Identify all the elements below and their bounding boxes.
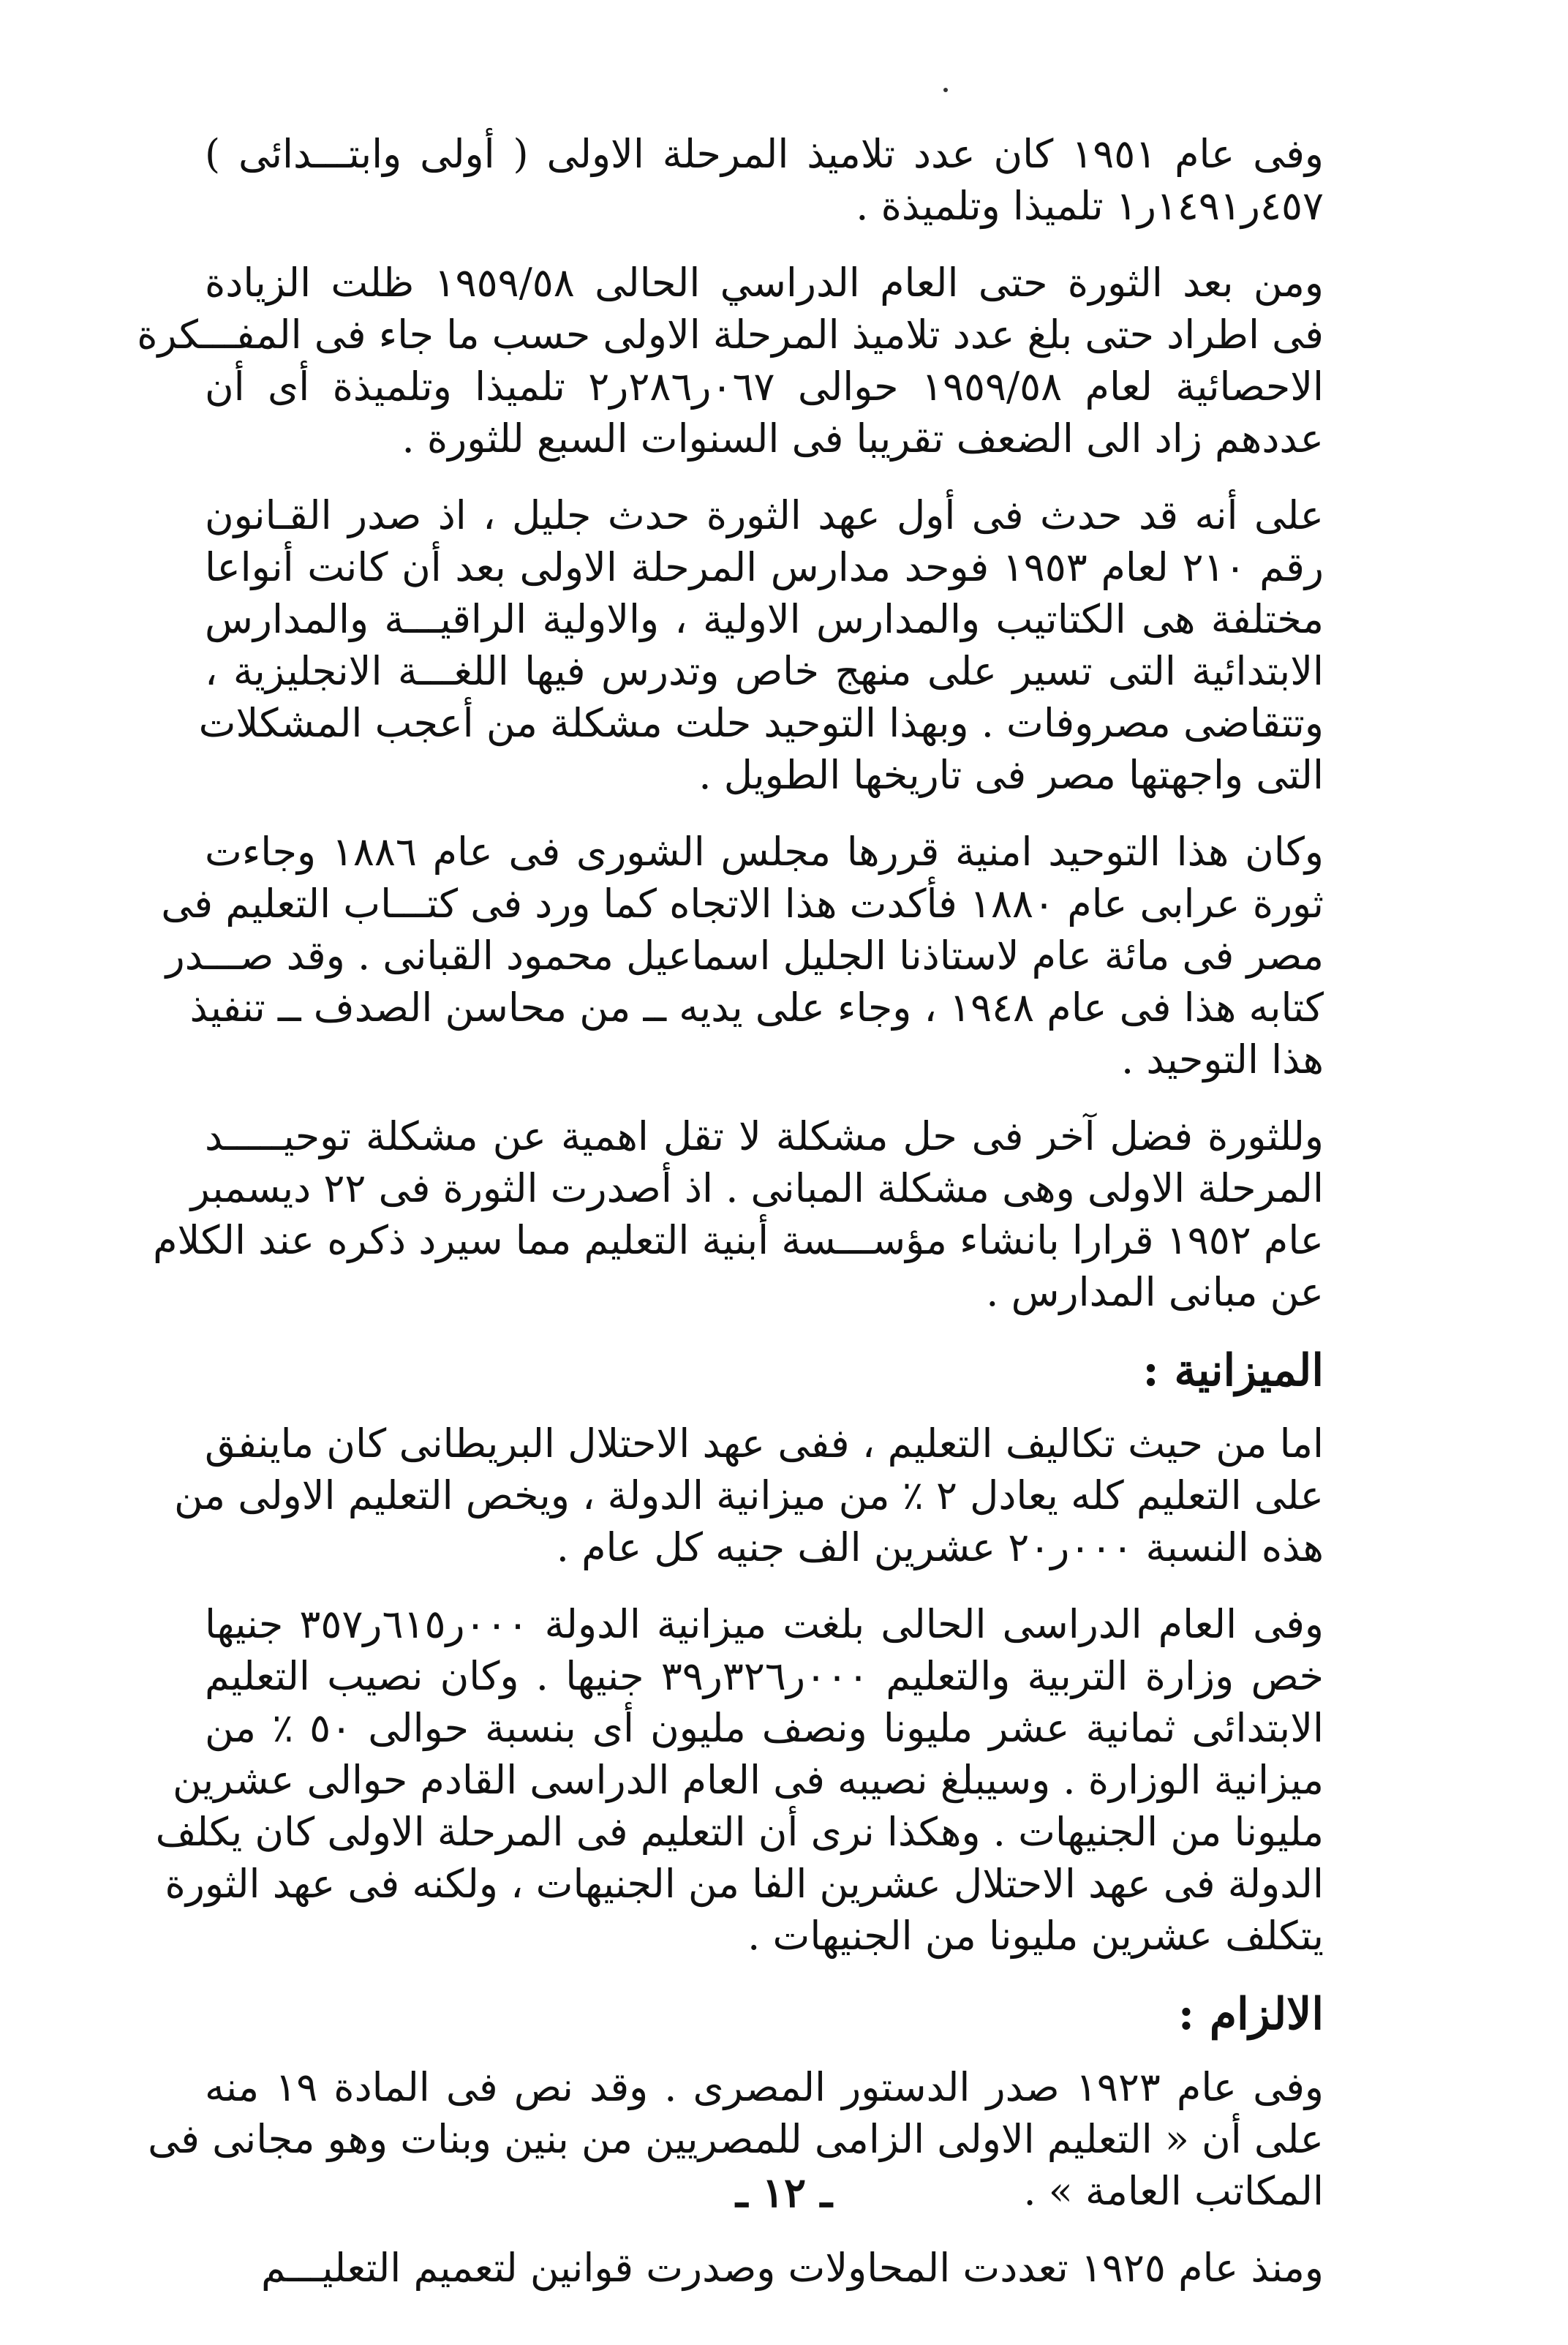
text-line: كتابه هذا فى عام ١٩٤٨ ، وجاء على يديه ــ من محاسن الصدف ــ تنفيذ xyxy=(189,985,1324,1031)
paragraph xyxy=(174,1418,1324,1573)
text-line: ثورة عرابى عام ١٨٨٠ فأكدت هذا الاتجاه كما ورد فى كتـــاب التعليم فى xyxy=(161,881,1324,927)
section-intro xyxy=(137,128,1324,1318)
text-line: هذا التوحيد . xyxy=(1121,1036,1324,1083)
text-line: عام ١٩٥٢ قرارا بانشاء مؤســـسة أبنية التعليم مما سيرد ذكره عند الكلام xyxy=(153,1217,1324,1263)
text-line: عن مبانى المدارس . xyxy=(986,1269,1324,1315)
paragraph xyxy=(198,489,1324,801)
text-line: المرحلة الاولى وهى مشكلة المبانى . اذ أصدرت الثورة فى ٢٢ ديسمبر xyxy=(190,1165,1324,1211)
text-line: وللثورة فضل آخر فى حل مشكلة لا تقل اهمية عن مشكلة توحيـــــد xyxy=(205,1113,1324,1159)
text-line: على أن « التعليم الاولى الزامى للمصريين من بنين وبنات وهو مجانى فى xyxy=(148,2116,1324,2162)
paragraph xyxy=(137,257,1324,464)
stray-ink-dot xyxy=(943,88,948,92)
paragraph xyxy=(153,1110,1324,1318)
text-line: على التعليم كله يعادل ٢ ٪ من ميزانية الدولة ، ويخص التعليم الاولى من xyxy=(174,1472,1324,1518)
text-line: وفى عام ١٩٢٣ صدر الدستور المصرى . وقد نص فى المادة ١٩ منه xyxy=(205,2064,1324,2110)
text-line: الاحصائية لعام ١٩٥٩/٥٨ حوالى ٠٦٧ر٢٨٦ر٢ تلميذا وتلميذة أى أن xyxy=(205,364,1324,410)
text-line: مليونا من الجنيهات . وهكذا نرى أن التعليم فى المرحلة الاولى كان يكلف xyxy=(155,1809,1324,1855)
paragraph xyxy=(205,128,1324,232)
text-line: المكاتب العامة » . xyxy=(1023,2168,1324,2214)
text-line: الابتدائية التى تسير على منهج خاص وتدرس فيها اللغـــة الانجليزية ، xyxy=(205,648,1324,694)
text-line: مصر فى مائة عام لاستاذنا الجليل اسماعيل محمود القبانى . وقد صـــدر xyxy=(165,933,1324,979)
text-line: عددهم زاد الى الضعف تقريبا فى السنوات السبع للثورة . xyxy=(402,415,1324,462)
text-line: ٤٥٧ر١٤٩١ر١ تلميذا وتلميذة . xyxy=(856,183,1324,229)
text-line: الابتدائى ثمانية عشر مليونا ونصف مليون أى بنسبة حوالى ٥٠ ٪ من xyxy=(205,1705,1324,1751)
text-line: وكان هذا التوحيد امنية قررها مجلس الشورى فى عام ١٨٨٦ وجاءت xyxy=(205,829,1324,875)
text-line: وفى عام ١٩٥١ كان عدد تلاميذ المرحلة الاولى ( أولى وابتـــدائى ) xyxy=(205,131,1324,177)
paragraph xyxy=(161,826,1324,1085)
text-line: ومن بعد الثورة حتى العام الدراسي الحالى ١٩٥٩/٥٨ ظلت الزيادة xyxy=(205,260,1324,306)
paragraph xyxy=(205,2242,1324,2294)
text-line: الدولة فى عهد الاحتلال عشرين الفا من الجنيهات ، ولكنه فى عهد الثورة xyxy=(165,1861,1324,1907)
text-line: وفى العام الدراسى الحالى بلغت ميزانية الدولة ٠٠٠ر٦١٥ر٣٥٧ جنيها xyxy=(205,1601,1324,1647)
text-line: وتتقاضى مصروفات . وبهذا التوحيد حلت مشكلة من أعجب المشكلات xyxy=(198,700,1324,746)
section-budget xyxy=(155,1418,1324,1962)
heading-compulsory: الالزام : xyxy=(1177,1989,1324,2040)
text-line: ميزانية الوزارة . وسيبلغ نصيبه فى العام الدراسى القادم حوالى عشرين xyxy=(173,1757,1324,1803)
text-line: رقم ٢١٠ لعام ١٩٥٣ فوحد مدارس المرحلة الاولى بعد أن كانت أنواعا xyxy=(205,544,1324,590)
text-line: هذه النسبة ٠٠٠ر٢٠ عشرين الف جنيه كل عام . xyxy=(556,1524,1324,1570)
text-column xyxy=(137,128,1324,2319)
text-line: فى اطراد حتى بلغ عدد تلاميذ المرحلة الاولى حسب ما جاء فى المفـــكرة xyxy=(137,312,1324,358)
text-line: ومنذ عام ١٩٢٥ تعددت المحاولات وصدرت قوانين لتعميم التعليـــم xyxy=(260,2245,1324,2291)
text-line: يتكلف عشرين مليونا من الجنيهات . xyxy=(747,1913,1324,1959)
paragraph xyxy=(155,1598,1324,1962)
text-line: خص وزارة التربية والتعليم ٠٠٠ر٣٢٦ر٣٩ جنيها . وكان نصيب التعليم xyxy=(205,1653,1324,1699)
text-line: التى واجهتها مصر فى تاريخها الطويل . xyxy=(698,752,1324,798)
text-line: على أنه قد حدث فى أول عهد الثورة حدث جليل ، اذ صدر القـانون xyxy=(205,492,1324,538)
text-line: اما من حيث تكاليف التعليم ، ففى عهد الاحتلال البريطانى كان ماينفق xyxy=(205,1420,1324,1467)
text-line: مختلفة هى الكتاتيب والمدارس الاولية ، والاولية الراقيـــة والمدارس xyxy=(205,596,1324,642)
heading-budget: الميزانية : xyxy=(1142,1345,1324,1396)
page-number: ـ ١٢ ـ xyxy=(736,2169,832,2217)
